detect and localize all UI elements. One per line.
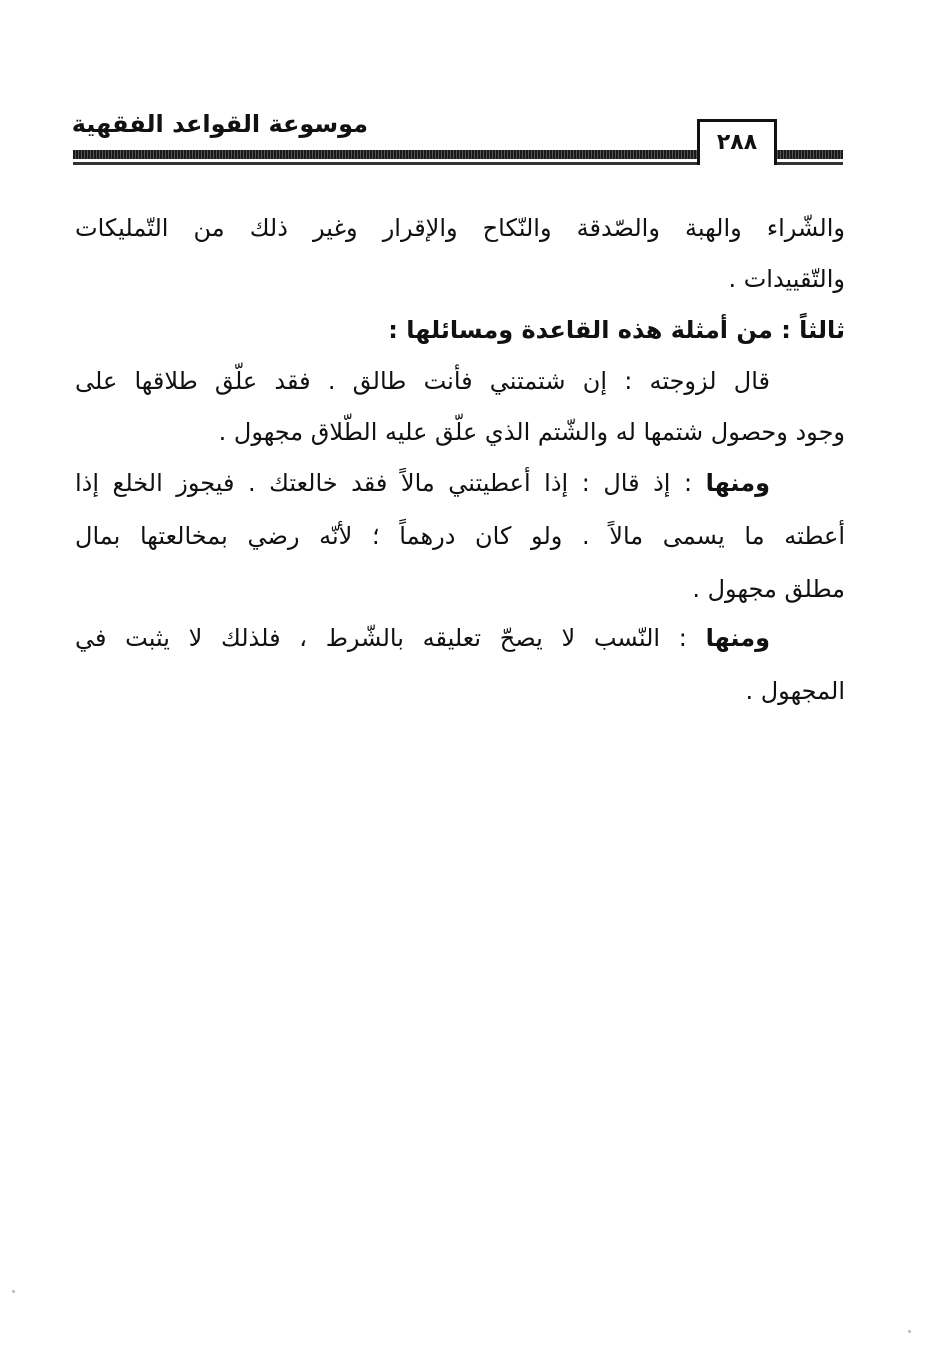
paragraph-2-line-2: وجود وحصول شتمها له والشّتم الذي علّق عليه الطّلاق مجهول . — [218, 418, 845, 446]
page-number-box — [697, 119, 777, 165]
paragraph-3-line-3: مطلق مجهول . — [692, 575, 845, 603]
example-label: ومنها — [705, 469, 770, 497]
example-label: ومنها — [705, 624, 770, 652]
paragraph-3-line-1-text: : إذ قال : إذا أعطيتني مالاً فقد خالعتك . فيجوز الخلع إذا — [75, 469, 706, 497]
paragraph-1-line-1: والشّراء والهبة والصّدقة والنّكاح والإقرار وغير ذلك من التّمليكات — [75, 214, 845, 242]
paragraph-2-line-1: قال لزوجته : إن شتمتني فأنت طالق . فقد علّق طلاقها على — [75, 367, 770, 395]
paragraph-4-line-1 — [75, 618, 845, 658]
page-number: ٢٨٨ — [716, 130, 758, 155]
paragraph-4-line-1-text: : النّسب لا يصحّ تعليقه بالشّرط ، فلذلك لا يثبت في — [75, 624, 706, 652]
paragraph-3-line-2: أعطته ما يسمى مالاً . ولو كان درهماً ؛ لأنّه رضي بمخالعتها بمال — [75, 522, 845, 550]
paragraph-3-line-1 — [75, 463, 845, 503]
book-title: موسوعة القواعد الفقهية — [71, 110, 368, 138]
section-heading: ثالثاً : من أمثلة هذه القاعدة ومسائلها : — [388, 316, 845, 344]
paragraph-4-line-2: المجهول . — [745, 677, 845, 705]
paragraph-1-line-2: والتّقييدات . — [728, 265, 845, 293]
